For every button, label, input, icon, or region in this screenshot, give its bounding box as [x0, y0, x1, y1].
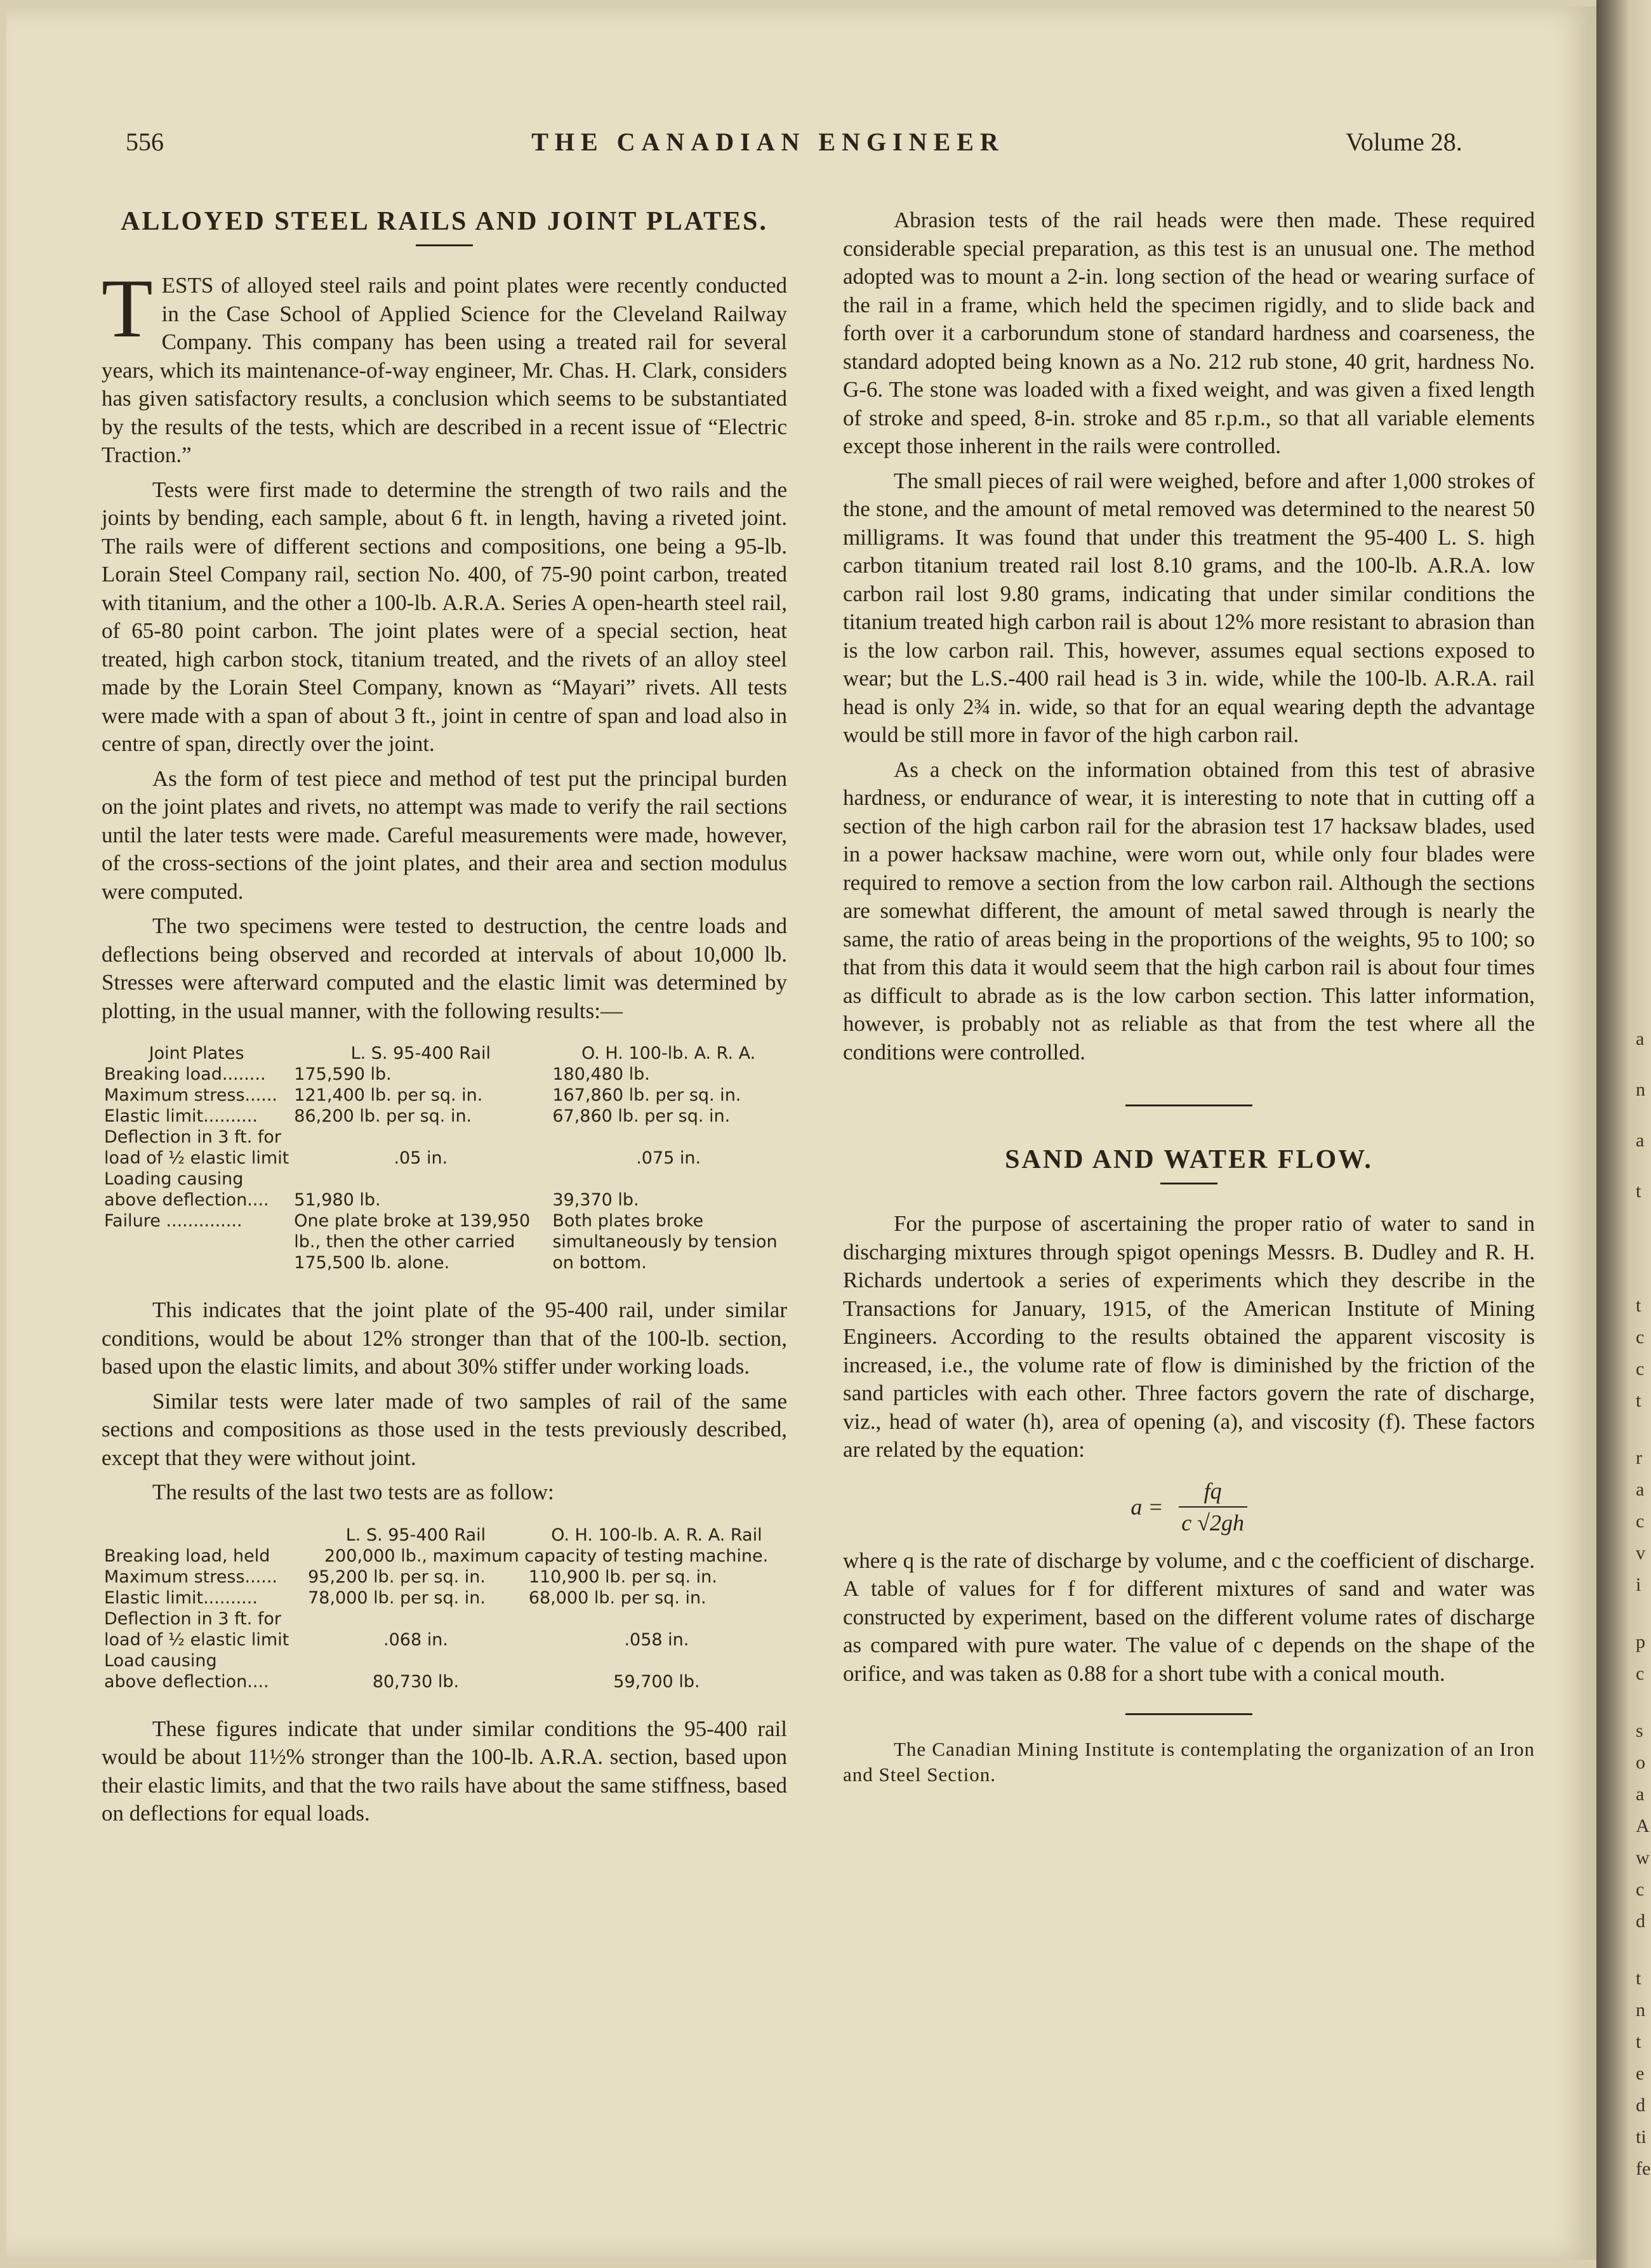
volume-label: Volume 28.: [1346, 128, 1462, 156]
gutter-letter: ti: [1636, 2126, 1647, 2147]
table-cell: 110,900 lb. per sq. in.: [528, 1567, 717, 1587]
table-cell: 39,370 lb.: [552, 1190, 639, 1210]
table-cell: 180,480 lb.: [552, 1064, 650, 1084]
table-row: [102, 1190, 787, 1210]
gutter-letter: t: [1636, 1390, 1641, 1411]
gutter-letter: a: [1636, 1130, 1645, 1151]
article-paragraph: This indicates that the joint plate of the 95-400 rail, under similar conditions, would be about 12% stronger than that of the 100-lb. section, based upon the elastic limits, and about 30% stiffer under working loads.: [102, 1297, 787, 1379]
paragraph-text: ESTS of alloyed steel rails and point plates were recently conducted in the Case School of Applied Science for the Cleveland Railway Company. This company has been using a treated rail for several years, which its maintenance-of-way engineer, Mr. Chas. H. Clark, considers has given satisfactory results, a conclusion which seems to be substantiated by the results of the tests, which are described in a recent issue of “Electric Traction.”: [102, 273, 787, 467]
gutter-letter: c: [1636, 1327, 1645, 1348]
gutter-letter: n: [1636, 1999, 1645, 2020]
gutter-letter: a: [1636, 1028, 1645, 1049]
gutter-letter: n: [1636, 1079, 1645, 1100]
table-cell: .058 in.: [624, 1629, 689, 1650]
gutter-letter: a: [1636, 1479, 1645, 1500]
table-row: [102, 1567, 787, 1588]
table-cell: 67,860 lb. per sq. in.: [552, 1106, 731, 1126]
equation-fraction: [1179, 1476, 1247, 1538]
table-cell: [291, 1169, 550, 1190]
next-page-edge: [1596, 0, 1651, 2268]
table-cell: .068 in.: [383, 1629, 448, 1650]
table-cell: Breaking load........: [104, 1064, 266, 1084]
gutter-letter: c: [1636, 1358, 1645, 1379]
table-cell: Elastic limit..........: [104, 1588, 258, 1608]
table-header: Joint Plates: [149, 1044, 244, 1063]
table-cell: 51,980 lb.: [294, 1190, 381, 1210]
article-paragraph: Similar tests were later made of two samples of rail of the same sections and compositions as those used in the tests previously described, except that they were without joint.: [102, 1388, 787, 1470]
table-cell: One plate broke at 139,950 lb., then the other carried 175,500 lb. alone.: [294, 1211, 531, 1273]
article-paragraph: Abrasion tests of the rail heads were then made. These required considerable special preparation, as this test is an unusual one. The method adopted was to mount a 2-in. long section of the head or wearing surface of the rail in a frame, which held the specimen rigidly, and to slide back and forth over it a carborundum stone of standard hardness and coarseness, the standard adopted being known as a No. 212 rub stone, 40 grit, hardness No. G-6. The stone was loaded with a fixed weight, and was given a fixed length of stroke and speed, 8-in. stroke and 85 r.p.m., so that all variable elements except those inherent in the rails were controlled.: [843, 208, 1535, 458]
article-title: ALLOYED STEEL RAILS AND JOINT PLATES.: [121, 207, 768, 236]
gutter-letter: t: [1636, 1181, 1641, 1202]
article-paragraph: These figures indicate that under similar conditions the 95-400 rail would be about 11½% stronger than the 100-lb. A.R.A. section, based upon their elastic limits, and that the two rails have about the same stiffness, based on deflections for equal loads.: [102, 1716, 787, 1826]
table-header: [102, 1525, 305, 1546]
table-header-row: [102, 1043, 787, 1064]
page: [6, 6, 1596, 2260]
table-cell: above deflection....: [104, 1190, 269, 1210]
equation-lhs: a =: [1131, 1494, 1164, 1520]
table-cell: Failure ..............: [104, 1211, 242, 1231]
gutter-letter: c: [1636, 1663, 1645, 1684]
gutter-letter: c: [1636, 1511, 1645, 1532]
gutter-letter: a: [1636, 1784, 1645, 1805]
table-row: [102, 1064, 787, 1085]
left-column: [102, 206, 787, 1828]
table-cell: Load causing: [104, 1650, 217, 1671]
gutter-letter: d: [1636, 2095, 1645, 2116]
table-cell: Maximum stress......: [104, 1085, 278, 1105]
article-paragraph: The results of the last two tests are as follow:: [152, 1480, 554, 1504]
table-cell: 167,860 lb. per sq. in.: [552, 1085, 741, 1105]
table-cell: load of ½ elastic limit: [104, 1629, 289, 1650]
drop-cap: T: [102, 262, 153, 355]
gutter-letter: t: [1636, 1295, 1641, 1316]
news-note: The Canadian Mining Institute is contemplating the organization of an Iron and Steel Section.: [843, 1738, 1535, 1786]
table-cell: load of ½ elastic limit: [104, 1148, 289, 1168]
results-table-2: [102, 1525, 787, 1692]
gutter-letter: A: [1636, 1815, 1650, 1836]
table-header: O. H. 100-lb. A. R. A. Rail: [551, 1525, 762, 1545]
journal-title: THE CANADIAN ENGINEER: [531, 128, 1005, 156]
article-paragraph: For the purpose of ascertaining the proper ratio of water to sand in discharging mixtures through spigot openings Messrs. B. Dudley and R. H. Richards undertook a series of experiments which they describe in the Transactions for January, 1915, of the American Institute of Mining Engineers. According to the results obtained the apparent viscosity is increased, i.e., the volume rate of flow is diminished by the friction of the sand particles with each other. Three factors govern the rate of discharge, viz., head of water (h), area of opening (a), and viscosity (f). These factors are related by the equation:: [843, 1211, 1535, 1462]
table-row: [102, 1650, 787, 1671]
table-row: [102, 1546, 787, 1567]
table-row: [102, 1210, 787, 1273]
gutter-letter: p: [1636, 1631, 1645, 1652]
results-table-1: [102, 1043, 787, 1273]
article-paragraph: The small pieces of rail were weighed, before and after 1,000 strokes of the stone, and the amount of metal removed was determined to the nearest 50 milligrams. It was found that under this treatment the 95-400 L. S. high carbon titanium treated rail lost 8.10 grams, and the 100-lb. A.R.A. low carbon rail lost 9.80 grams, indicating that under similar conditions the titanium treated high carbon rail is about 12% more resistant to abrasion than is the low carbon rail. This, however, assumes equal sections exposed to wear; but the L.S.-400 rail head is 3 in. wide, while the 100-lb. A.R.A. rail head is only 2¾ in. wide, so that for an equal wearing depth the advantage would be still more in favor of the high carbon rail.: [843, 468, 1535, 747]
article-paragraph: As a check on the information obtained from this test of abrasive hardness, or endurance of wear, it is interesting to note that in cutting off a section of the high carbon rail for the abrasion test 17 hacksaw blades, used in a power hacksaw machine, were worn out, while only four blades were required to remove a section from the low carbon rail. Although the sections are somewhat different, the amount of metal sawed through is nearly the same, the ratio of areas being in the proportions of the weights, 95 to 100; so that from this data it would seem that the high carbon rail is about four times as difficult to abrade as is the low carbon section. This latter information, however, is probably not as reliable as that from the test where all the conditions were controlled.: [843, 757, 1535, 1064]
table-cell: [550, 1169, 787, 1190]
table-cell: [526, 1608, 787, 1629]
table-row: [102, 1608, 787, 1629]
table-row: [102, 1588, 787, 1608]
gutter-letter: t: [1636, 2031, 1641, 2052]
article-paragraph: [102, 262, 787, 470]
article-title: SAND AND WATER FLOW.: [1005, 1145, 1373, 1174]
gutter-letter: r: [1636, 1447, 1642, 1468]
table-header: L. S. 95-400 Rail: [345, 1525, 486, 1545]
table-cell: 78,000 lb. per sq. in.: [308, 1588, 486, 1608]
table-row: [102, 1148, 787, 1169]
table-cell: [305, 1608, 526, 1629]
section-divider: [1125, 1104, 1252, 1106]
table-cell: 86,200 lb. per sq. in.: [294, 1106, 472, 1126]
page-number: 556: [126, 128, 164, 156]
table-cell: [291, 1127, 550, 1148]
table-cell: 200,000 lb., maximum capacity of testing machine.: [324, 1546, 769, 1566]
table-cell: Deflection in 3 ft. for: [104, 1127, 282, 1147]
article-paragraph: As the form of test piece and method of test put the principal burden on the joint plates and rivets, no attempt was made to verify the rail sections until the later tests were made. Careful measurements were made, however, of the cross-sections of the joint plates, and their area and section modulus were computed.: [102, 766, 787, 904]
table-cell: above deflection....: [104, 1671, 269, 1692]
right-column: [843, 206, 1535, 1787]
table-row: [102, 1127, 787, 1148]
gutter-letter: d: [1636, 1911, 1645, 1932]
table-cell: Breaking load, held: [104, 1546, 270, 1566]
table-row: [102, 1629, 787, 1650]
table-row: [102, 1085, 787, 1106]
table-cell: Deflection in 3 ft. for: [104, 1608, 282, 1629]
table-cell: Both plates broke simultaneously by tension on bottom.: [552, 1211, 778, 1273]
article-paragraph: where q is the rate of discharge by volume, and c the coefficient of discharge. A table of values for f for different mixtures of sand and water was constructed by experiment, based on the different volume rates of discharge as compared with pure water. The value of c depends on the shape of the orifice, and was taken as 0.88 for a short tube with a conical mouth.: [843, 1548, 1535, 1686]
gutter-letter: fe: [1636, 2158, 1651, 2179]
equation-denominator: c √2gh: [1181, 1509, 1245, 1535]
gutter-letter: c: [1636, 1879, 1645, 1900]
table-cell: .075 in.: [636, 1148, 701, 1168]
table-row: [102, 1671, 787, 1692]
gutter-letter: i: [1636, 1574, 1641, 1595]
article-paragraph: Tests were first made to determine the strength of two rails and the joints by bending, each sample, about 6 ft. in length, having a riveted joint. The rails were of different sections and compositions, one being a 95-lb. Lorain Steel Company rail, section No. 400, of 75-90 point carbon, treated with titanium, and the other a 100-lb. A.R.A. Series A open-hearth steel rail, of 65-80 point carbon. The joint plates were of a special section, heat treated, high carbon stock, titanium treated, and the rivets of an alloy steel made by the Lorain Steel Company, known as “Mayari” rivets. All tests were made with a span of about 3 ft., joint in centre of span and load also in centre of span, directly over the joint.: [102, 477, 787, 756]
table-cell: 95,200 lb. per sq. in.: [308, 1567, 486, 1587]
article-paragraph: The two specimens were tested to destruction, the centre loads and deflections being observed and recorded at intervals of about 10,000 lb. Stresses were afterward computed and the elastic limit was determined by plotting, in the usual manner, with the following results:—: [102, 913, 787, 1023]
gutter-letter: v: [1636, 1542, 1645, 1563]
table-cell: [550, 1127, 787, 1148]
table-row: [102, 1169, 787, 1190]
table-cell: 80,730 lb.: [372, 1671, 460, 1692]
table-cell: .05 in.: [394, 1148, 448, 1168]
table-header-row: [102, 1525, 787, 1546]
table-cell: [305, 1650, 526, 1671]
table-cell: [526, 1650, 787, 1671]
table-row: [102, 1106, 787, 1127]
table-cell: 175,590 lb.: [294, 1064, 392, 1084]
gutter-letter: s: [1636, 1720, 1643, 1741]
equation-numerator: fq: [1179, 1476, 1247, 1508]
gutter-letter: t: [1636, 1968, 1641, 1989]
title-rule: [1160, 1183, 1217, 1184]
table-cell: Elastic limit..........: [104, 1106, 258, 1126]
table-header: O. H. 100-lb. A. R. A.: [581, 1044, 756, 1063]
table-cell: Loading causing: [104, 1169, 244, 1189]
equation: [843, 1476, 1535, 1538]
table-cell: 68,000 lb. per sq. in.: [528, 1588, 706, 1608]
gutter-letter: w: [1636, 1847, 1650, 1868]
gutter-letter: o: [1636, 1752, 1645, 1773]
title-rule: [416, 244, 473, 246]
gutter-letter: e: [1636, 2063, 1645, 2084]
table-cell: 59,700 lb.: [613, 1671, 700, 1692]
table-cell: 121,400 lb. per sq. in.: [294, 1085, 483, 1105]
table-header: L. S. 95-400 Rail: [350, 1044, 491, 1063]
table-cell: Maximum stress......: [104, 1567, 278, 1587]
section-divider: [1125, 1713, 1252, 1715]
